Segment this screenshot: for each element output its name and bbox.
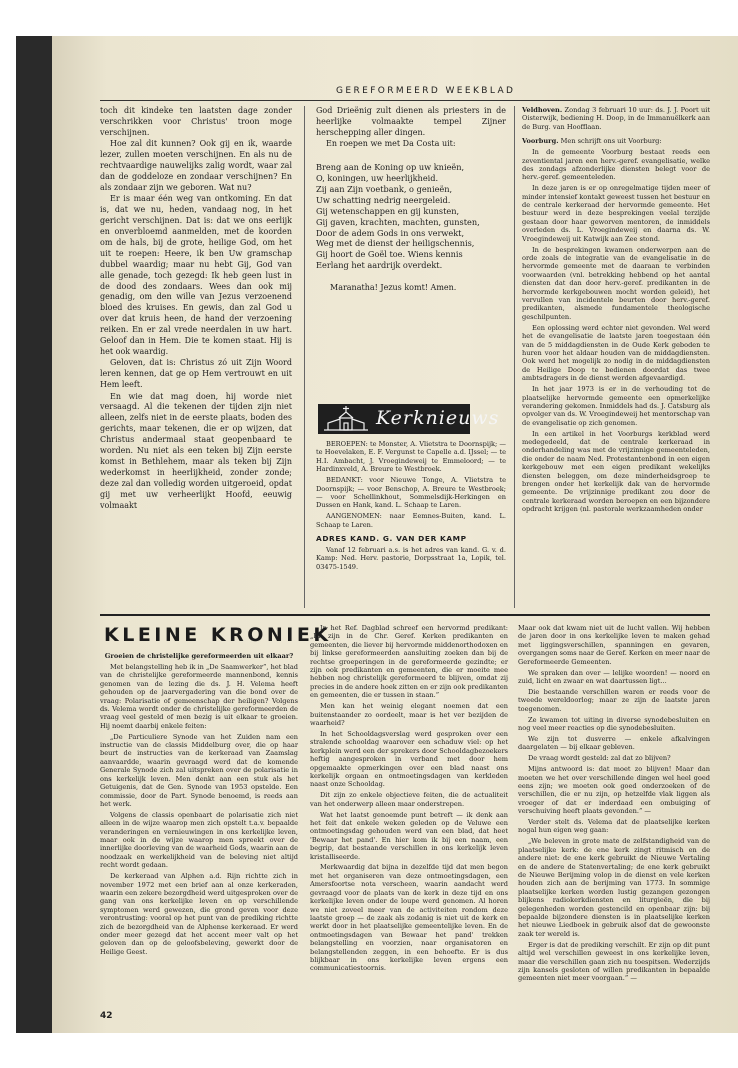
paragraph: Volgens de classis openbaart de polarisatie zich niet alleen in de wijze waarop men zich opstelt t.a.v. bepaalde veranderingen en vernieuwingen in ons kerkelijke leven, maar ook in de wijze waarop men spreekt over de innerlijke doorleving van de waarheid Gods, waarin aan de noodzaak en werkelijkheid van de beleving niet altijd recht wordt gedaan.	[100, 810, 298, 870]
paragraph: Hoe zal dit kunnen? Ook gij en ik, waarde lezer, zullen moeten verschijnen. En als nu de rechtvaardige nauwelijks zalig wordt, waar zal dan de goddeloze en zondaar verschijnen? En als zondaar zijn we geboren. Wat nu?	[100, 139, 292, 192]
running-header: GEREFORMEERD WEEKBLAD	[336, 86, 516, 96]
paragraph: We zijn tot dusverre — enkele afkalvingen daargelaten — bij elkaar gebleven.	[518, 734, 710, 752]
closing-line: Maranatha! Jezus komt! Amen.	[330, 283, 457, 293]
paragraph: In deze jaren is er op onregelmatige tijden meer of minder intensief kontakt geweest tussen het bestuur en de centrale kerkeraad der hervormde gemeente. Het bestuur werd in deze besprekingen veelal terzijde gestaan door haar geworven mentoren, de inmiddels overleden ds. L. Vroegindeweij en daarna ds. W. Vroegindeweij uit Katwijk aan Zee stond.	[522, 184, 710, 243]
paragraph: De kerkeraad van Alphen a.d. Rijn richtte zich in november 1972 met een brief aan al onze kerkeraden, waarin een zekere bezorgdheid werd uitgesproken over de gang van ons kerkelijke leven en op verschillende symptomen werd gewezen, die grond geven voor deze verontrusting: vooral op het punt van de prediking richtte zich de bezorgdheid van de Alphense kerkeraad. Er werd onder meer gezegd dat het accent meer valt op het geloven dan op de geloofsbeleving, gewerkt door de Heilige Geest.	[100, 872, 298, 956]
paragraph: toch dit kindeke ten laatsten dage zonder verschrikken voor Christus' troon moge verschijnen.	[100, 106, 292, 137]
scan-dark-margin	[16, 36, 54, 1033]
paragraph: Mijns antwoord is: dat moet zo blijven! Maar dan moeten we het over verschillende dingen wel heel goed eens zijn; we moeten ook goed onderzoeken of de verschillen, die er nu zijn, op hetzelfde vlak liggen als vroeger of dat er inderdaad een ombuiging of verschuiving heeft plaats gevonden.” —	[518, 765, 710, 816]
paragraph: Dit zijn zo enkele objectieve feiten, die de actualiteit van het onderwerp alleen maar onderstrepen.	[310, 791, 508, 808]
paragraph: Merkwaardig dat bijna in dezelfde tijd dat men begon met het organiseren van deze ontmoetingsdagen, een Amersfoortse nota verscheen, waarin aandacht werd gevraagd voor de plaats van de kerk in deze tijd en ons kerkelijke leven onder de loupe werd genomen. Al horen we niet zoveel meer van de activiteiten rondom deze laatste groep — de zaak als zodanig is niet uit de kerk en werkt door in het plaatselijke gemeentelijke leven. En de ontmoetingsdagen van Bewaar het pand' trekken belangstelling en voorzien, naar organisatoren en belangstellenden zeggen, in een behoefte. Er is dus blijkbaar in ons kerkelijke leven ergens een communicatiestoornis.	[310, 863, 508, 973]
paragraph: Een oplossing werd echter niet gevonden. Wel werd het de evangelisatie de laatste jaren toegestaan één van de 5 middagdiensten in de Oude Kerk geboden te huren voor het aldaar houden van de middagdiensten. Ook werd het mogelijk zo nodig in de middagdiensten de Heilige Doop te bedienen doordat das twee ambtsdragers in de dienst werden afgevaardigd.	[522, 323, 710, 383]
paragraph: In het Schooldagsverslag werd gesproken over een stralende schooldag waarover een schaduw viel: op het kerkplein werd een der sprekers door Schooldagbezoekers heftig aangesproken in verband met door hem opgemaakte opmerkingen over een blad naast ons kerkelijk orgaan en ontmoetingsdagen van kerkleden naast onze Schooldag.	[310, 729, 508, 789]
paragraph: De vraag wordt gesteld: zal dat zo blijven?	[528, 754, 671, 763]
article-column-2	[316, 106, 506, 294]
paragraph: En wie dat mag doen, hij worde niet versaagd. Al die tekenen der tijden zijn niet alleen, zelfs niet in de eerste plaats, boden des gerichts, maar tekenen, die er op wijzen, dat Christus andermaal staat geopenbaard te worden. Nu niet als een teken bij Zijn eerste komst in Bethlehem, maar als teken bij Zijn wederkomst in heerlijkheid, zonder zonde; deze zal dan volledig worden uitgeroeid, opdat gij met uw verheerlijkt Hoofd, eeuwig volmaakt	[100, 391, 292, 510]
paragraph: In het Ref. Dagblad schreef een hervormd predikant: „Er zijn in de Chr. Geref. Kerken predikanten en gemeenten, die liever bij hervormde middenorthodoxen en bij linkse gereformeerden aansluiting zoeken dan bij de rechtse groeperingen in de gereformeerde gezindte; er zijn ook predikanten en gemeenten, die er moeite mee hebben nog christelijk gereformeerd te blijven, omdat zij precies in de andere hoek zitten en er zijn ook predikanten en gemeenten, die er tussen in staan.”	[310, 624, 508, 700]
article-column-1	[100, 106, 292, 512]
kerknieuws-item: BEROEPEN: te Monster, A. Vlietstra te Doornspijk; — te Hoevelaken, E. F. Vergunst te Capelle a.d. IJssel; — te H.I. Ambacht, J. Vroegindeweij te Emmeloord; — te Hardinxveld, A. Breure te Westbroek.	[316, 440, 506, 474]
kroniek-column-3	[518, 624, 710, 983]
paragraph: Wat het laatst genoemde punt betreft — ik denk aan het feit dat enkele weken geleden op de Veluwe een ontmoetingsdag gehouden werd van een blad, dat heet 'Bewaar het pand'. En hier kom ik bij een naam, een begrip, dat bestaande verschillen in ons kerkelijk leven kristalliseerde.	[310, 810, 508, 861]
paragraph: „We beleven in grote mate de zelfstandigheid van de plaatselijke kerk: de ene kerk zingt ritmisch en de andere niet: de ene kerk gebruikt de Nieuwe Vertaling en de andere de Statenvertaling; de ene kerk gebruikt de Nieuwe Berijming volop in de dienst en vele kerken houden zich aan de berijming van 1773. In sommige plaatselijke kerken worden lustig gezangen gezongen blijkens radiokerkdiensten en liturgieën, die bij gelegenheden worden gestencild en openbaar zijn: bij bepaalde bijzondere diensten is in plaatselijke kerken het nieuwe Liedboek in gebruik alsof dat de gewoonste zaak ter wereld is.	[518, 837, 710, 938]
paragraph: In de besprekingen kwamen onderwerpen aan de orde zoals de integratie van de evangelisatie in de hervormde gemeente met de daaraan te verbinden voorwaarden (vnl. betrekking hebbend op het aantal diensten dat dan door herv.-geref. predikanten in de hervormde kerkgebouwen mocht worden geleid), het vervullen van incidentele beurten door herv.-geref. predikanten, alsmede fundamentele theologische geschilpunten.	[522, 245, 710, 321]
paragraph: In het jaar 1973 is er in de verhouding tot de plaatselijke hervormde gemeente een opmerkelijke verandering gekomen. Inmiddels had ds. J. Catsburg als opvolger van ds. W. Vroegindeweij het mentorschap van de evangelisatie op zich genomen.	[522, 385, 710, 427]
banner-title: Kerknieuws	[376, 407, 500, 429]
announcement-text: Zondag 3 februari 10 uur: ds. J. J. Poort uit Oisterwijk, bediening H. Doop, in de Immanuëlkerk aan de Burg. van Hoofflaan.	[522, 106, 710, 131]
paragraph: We spraken dan over — lelijke woorden! — noord en zuid, licht en zwaar en wat daartussen ligt...	[518, 668, 710, 685]
paragraph: In de gemeente Voorburg bestaat reeds een zeventiental jaren een herv.-geref. evangelisatie, welke des zondags afzonderlijke diensten belegt voor de herv.-geref. gemeenteleden.	[522, 148, 710, 182]
scanned-page	[16, 36, 738, 1033]
paragraph: Met belangstelling heb ik in „De Saamwerker”, het blad van de christelijke gereformeerde mannenbond, kennis genomen van de lezing die ds. J. H. Velema heeft gehouden op de jaarvergadering van die bond over de vraag: Polarisatie of gemeenschap der heiligen? Volgens ds. Velema wordt onder de christelijke gereformeerden de vraag veel gesteld of men bezig is uit elkaar te groeien. Hij noemt daarbij enkele feiten:	[100, 662, 298, 730]
paragraph: Maar ook dat kwam niet uit de lucht vallen. Wij hebben de jaren door in ons kerkelijke leven te maken gehad met liggingsverschillen, spanningen en gevaren, overgangen soms naar de Geref. Kerken en meer naar de Gereformeerde Gemeenten.	[518, 624, 710, 666]
kerknieuws-banner	[318, 404, 500, 434]
section-subtitle: Groeien de christelijke gereformeerden uit elkaar?	[104, 652, 294, 660]
adres-text: Vanaf 12 februari a.s. is het adres van kand. G. v. d. Kamp: Ned. Herv. pastorie, Dorpsstraat 1a, Lopik, tel. 03475-1549.	[316, 545, 506, 571]
section-rule	[100, 614, 710, 616]
paragraph: God Drieënig zult dienen als priesters in de heerlijke volmaakte tempel Zijner herschepping aller dingen.	[316, 106, 506, 137]
page-number: 42	[100, 1011, 113, 1021]
kroniek-column-2	[310, 624, 508, 973]
announcement	[522, 106, 710, 131]
header-rule	[100, 100, 710, 101]
paragraph: Erger is dat de prediking verschilt. Er zijn op dit punt altijd wel verschillen geweest in ons kerkelijke leven, maar die verschillen gaan zich nu toespitsen. Wederzijds zijn kansels gesloten of willen predikanten in bepaalde gemeenten niet meer voorgaan.” —	[518, 940, 710, 983]
church-icon	[320, 404, 372, 434]
section-title: KLEINE KRONIEK	[104, 624, 332, 646]
announcement-text: Men schrijft ons uit Voorburg:	[558, 137, 662, 146]
column-divider	[304, 106, 305, 608]
kerknieuws-list	[316, 440, 506, 571]
place-name: Voorburg.	[522, 137, 559, 146]
paragraph: Die bestaande verschillen waren er reeds voor de tweede wereldoorlog; maar ze zijn de laatste jaren toegenomen.	[518, 687, 710, 713]
kerknieuws-item: AANGENOMEN: naar Eemnes-Buiten, kand. L. Schaap te Laren.	[316, 512, 506, 529]
paragraph: Er is maar één weg van ontkoming. En dat is, dat we nu, heden, vandaag nog, in het gericht verschijnen. Dat is: dat we ons eerlijk en onverbloemd aanmelden, met de koorden om de hals, bij de grote, heilige God, om het uit te roepen: Heere, ik ben Uw gramschap dubbel waardig; maar nu hebt Gij, God van alle genade, toch gezegd: Ik heb geen lust in de dood des zondaars. Wees dan ook mij genadig, om den wille van Jezus verzoenend bloed des kruises. En gewis, dan zal God u over dat kruis heen, de hand der verzoening reiken. En er zal vrede neerdalen in uw hart. Geloof dan in Hem. Die te komen staat. Hij is het ook waardig.	[100, 194, 292, 356]
paragraph: Verder stelt ds. Velema dat de plaatselijke kerken nogal hun eigen weg gaan:	[518, 818, 710, 835]
paragraph: „De Particuliere Synode van het Zuiden nam een instructie van de classis Middelburg over, die op haar beurt de instructies van de kerkeraad van Zaamslag aanvaardde, waarin gevraagd werd dat de komende Generale Synode zich zal uitspreken over de polarisatie in ons kerkelijk leven. Men denkt aan een stuk als het Getuigenis, dat de Gen. Synode van 1953 opstelde. Een commissie, door de Part. Synode benoemd, is reeds aan het werk.	[100, 732, 298, 808]
poem: Breng aan de Koning op uw knieën, O, koningen, uw heerlijkheid. Zij aan Zijn voetbank, o genieën, Uw schatting nedrig neergeleid. Gij wetenschappen en gij kunsten, Gij gaven, krachten, machten, gunsten, Door de adem Gods in ons verwekt, Weg met de dienst der heiligschennis, Gij hoort de Goël toe. Wiens kennis Eerlang het aardrijk overdekt.	[316, 162, 480, 271]
column-divider	[514, 106, 515, 608]
adres-heading: ADRES KAND. G. VAN DER KAMP	[316, 534, 467, 544]
kroniek-column-1	[100, 652, 298, 956]
paragraph: In een artikel in het Voorburgs kerkblad werd medegedeeld, dat de centrale kerkeraad in onderhandeling was met de vrijzinnige gemeenteleden, die onder de naam Ned. Protestantenbond in een eigen kerkgebouw met een eigen predikant wekelijks diensten beleggen, om deze minderheidsgroep te brengen onder het kerkelijk dak van de hervormde gemeente. De vrijzinnige predikant zou door de centrale kerkeraad worden beroepen en een bijzondere opdracht krijgen (nl. pastorale werkzaamheden onder	[522, 429, 710, 514]
kerknieuws-item: BEDANKT: voor Nieuwe Tonge, A. Vlietstra te Doornspijk; — voor Benschop, A. Breure te Westbroek; — voor Schellinkhout, Sommelsdijk-Herkingen en Dussen en Hank, kand. L. Schaap te Laren.	[316, 476, 506, 510]
paragraph: Ze kwamen tot uiting in diverse synodebesluiten en nog veel meer reacties op die synodebesluiten.	[518, 715, 710, 732]
paragraph: Geloven, dat is: Christus zó uit Zijn Woord leren kennen, dat ge op Hem vertrouwt en uit Hem leeft.	[100, 358, 292, 390]
announcement	[522, 137, 710, 145]
paragraph: Men kan het weinig elegant noemen dat een buitenstaander zo oordeelt, maar is het ver bezijden de waarheid?	[310, 702, 508, 727]
place-name: Veldhoven.	[522, 106, 563, 114]
article-column-3	[522, 106, 710, 514]
paragraph: En roepen we met Da Costa uit:	[326, 139, 456, 149]
